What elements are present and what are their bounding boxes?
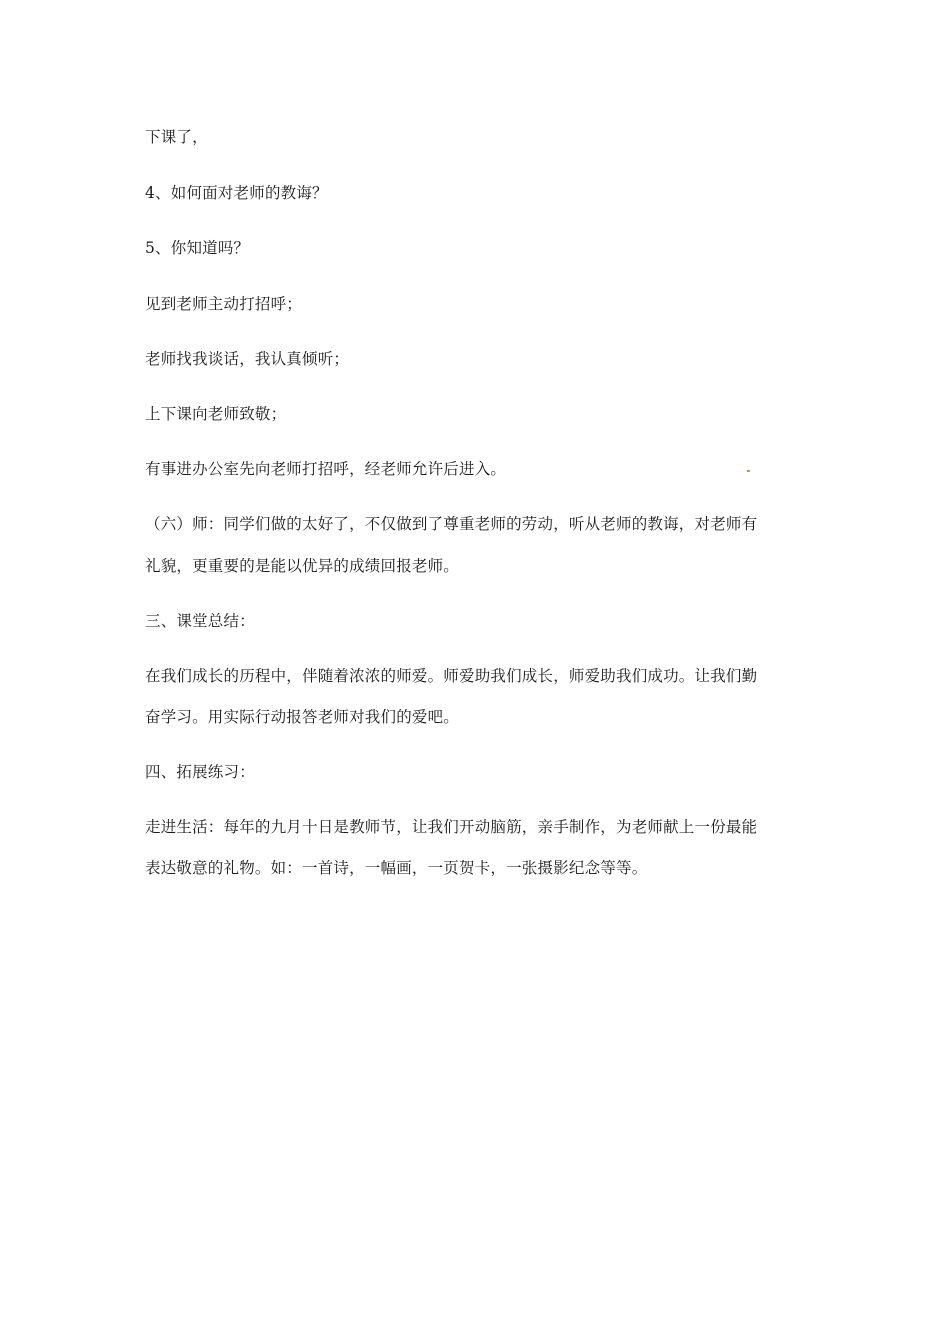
section-heading-summary: 三、课堂总结： xyxy=(145,612,255,630)
text-line-class-over: 下课了， xyxy=(145,128,208,146)
etiquette-item-3: 上下课向老师致敬； xyxy=(145,405,287,423)
paragraph-six-line-1: （六）师：同学们做的太好了，不仅做到了尊重老师的劳动，听从老师的教诲，对老师有 xyxy=(145,515,758,533)
practice-line-2: 表达敬意的礼物。如：一首诗，一幅画，一页贺卡，一张摄影纪念等等。 xyxy=(145,859,648,877)
stray-mark xyxy=(747,470,750,472)
summary-line-2: 奋学习。用实际行动报答老师对我们的爱吧。 xyxy=(145,708,460,726)
etiquette-item-4: 有事进办公室先向老师打招呼，经老师允许后进入。 xyxy=(145,460,507,478)
question-4: 4、如何面对老师的教诲？ xyxy=(145,184,328,202)
practice-line-1: 走进生活：每年的九月十日是教师节，让我们开动脑筋，亲手制作，为老师献上一份最能 xyxy=(145,818,758,836)
paragraph-six-line-2: 礼貌，更重要的是能以优异的成绩回报老师。 xyxy=(145,557,460,575)
etiquette-item-1: 见到老师主动打招呼； xyxy=(145,295,303,313)
summary-line-1: 在我们成长的历程中，伴随着浓浓的师爱。师爱助我们成长，师爱助我们成功。让我们勤 xyxy=(145,667,758,685)
question-5: 5、你知道吗？ xyxy=(145,239,250,257)
etiquette-item-2: 老师找我谈话，我认真倾听； xyxy=(145,350,350,368)
section-heading-practice: 四、拓展练习： xyxy=(145,763,255,781)
